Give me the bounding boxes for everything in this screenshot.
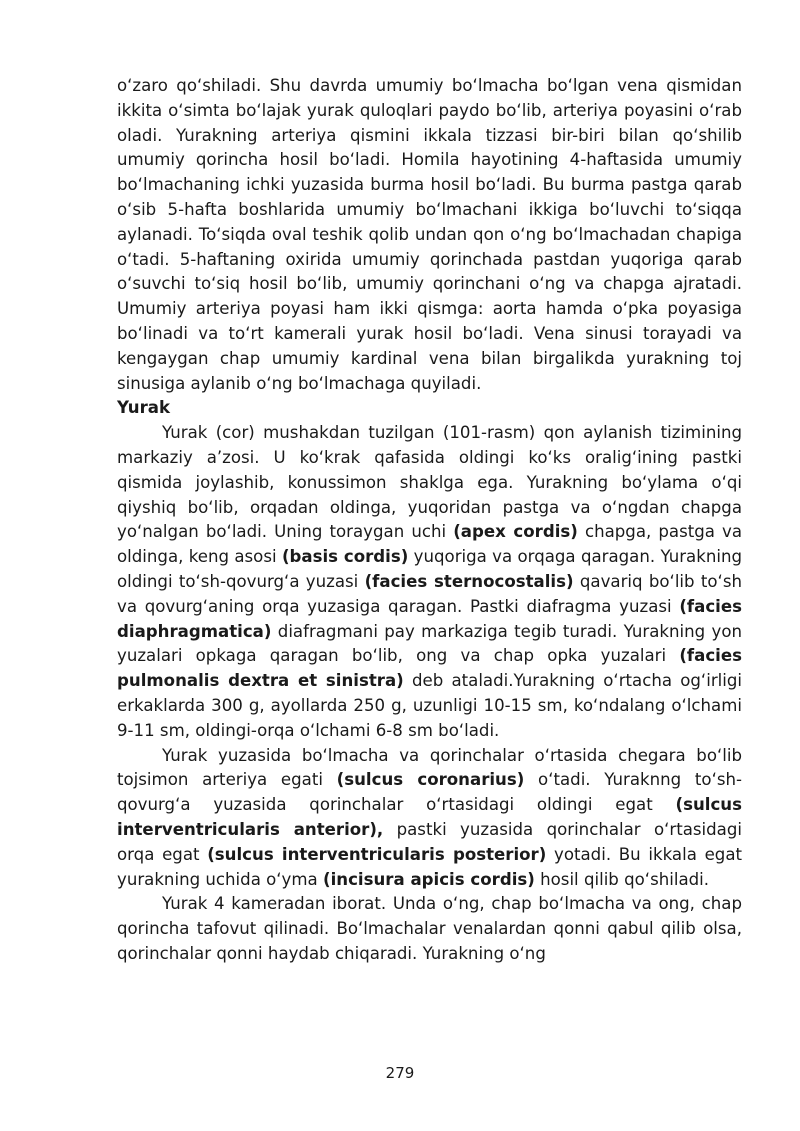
latin-term-basis-cordis: (basis cordis): [281, 547, 409, 567]
text-run: chapga, pastga va oldinga, keng asosi: [117, 522, 743, 567]
latin-term-sulcus-coronarius: (sulcus coronarius): [336, 770, 525, 790]
latin-term-incisura-apicis: (incisura apicis cordis): [323, 869, 535, 889]
latin-term-facies-diaphragmatica: (facies diaphragmatica): [117, 596, 742, 641]
text-run: qavariq bo‘lib to‘sh va qovurg‘aning orqa yuzasiga qaragan. Pastki diafragma yuzasi: [117, 571, 742, 616]
paragraph-yurak-overview: [117, 421, 742, 743]
paragraph-intro: o‘zaro qo‘shiladi. Shu davrda umumiy bo‘lmacha bo‘lgan vena qismidan ikkita o‘simta bo‘lajak yurak quloqlari paydo bo‘lib, arteriya poyasini o‘rab oladi. Yurakning arteriya qismini ikkala tizzasi bir-biri bilan qo‘shilib umumiy qorincha hosil bo‘ladi. Homila hayotining 4-haftasida umumiy bo‘lmachaning ichki yuzasida burma hosil bo‘ladi. Bu burma pastga qarab o‘sib 5-hafta boshlarida umumiy bo‘lmachani ikkiga bo‘luvchi to‘siqqa aylanadi. To‘siqda oval teshik qolib undan qon o‘ng bo‘lmachadan chapiga o‘tadi. 5-haftaning oxirida umumiy qorinchada pastdan yuqoriga qarab o‘suvchi to‘siq hosil bo‘lib, umumiy qorinchani o‘ng va chapga ajratadi. Umumiy arteriya poyasi ham ikki qismga: aorta hamda o‘pka poyasiga bo‘linadi va to‘rt kamerali yurak hosil bo‘ladi. Vena sinusi torayadi va kengaygan chap umumiy kardinal vena bilan birgalikda yurakning toj sinusiga aylanib o‘ng bo‘lmachaga quyiladi.: [117, 76, 742, 393]
text-run: diafragmani pay markaziga tegib turadi. Yurakning yon yuzalari opkaga qaragan bo‘lib, ong va chap opka yuzalari: [117, 621, 742, 666]
text-run: o‘tadi. Yuraknng to‘sh-qovurg‘a yuzasida qorinchalar o‘rtasidagi oldingi egat: [117, 770, 742, 815]
latin-term-sulcus-anterior: (sulcus interventricularis anterior),: [117, 795, 742, 839]
document-page: [117, 74, 742, 967]
text-run: deb ataladi.Yurakning o‘rtacha og‘irligi erkaklarda 300 g, ayollarda 250 g, uzunligi 10-15 sm, ko‘ndalang o‘lchami 9-11 sm, oldingi-orqa o‘lchami 6-8 sm bo‘ladi.: [117, 671, 743, 740]
latin-term-facies-sternocostalis: (facies sternocostalis): [364, 571, 574, 591]
page-number: 279: [385, 1064, 415, 1082]
latin-term-sulcus-posterior: (sulcus interventricularis posterior): [207, 844, 547, 864]
section-heading: Yurak: [117, 398, 171, 418]
text-run: Yurak yuzasida bo‘lmacha va qorinchalar o‘rtasida chegara bo‘lib tojsimon arteriya egati: [117, 745, 742, 790]
paragraph-yurak-chambers: Yurak 4 kameradan iborat. Unda o‘ng, chap bo‘lmacha va ong, chap qorincha tafovut qilinadi. Bo‘lmachalar venalardan qonni qabul qilib olsa, qorinchalar qonni haydab chiqaradi. Yurakning o‘ng: [117, 894, 742, 963]
text-run: hosil qilib qo‘shiladi.: [534, 869, 710, 889]
latin-term-apex-cordis: (apex cordis): [453, 522, 578, 542]
text-run: yuqoriga va orqaga qaragan. Yurakning oldingi to‘sh-qovurg‘a yuzasi: [117, 547, 742, 591]
text-run: Yurak (cor) mushakdan tuzilgan (101-rasm) qon aylanish tizimining markaziy a’zosi. U ko‘krak qafasida oldingi ko‘ks oralig‘ining pastki qismida joylashib, konussimon shaklga ega. Yurakning bo‘ylama o‘qi qiyshiq bo‘lib, orqadan oldinga, yuqoridan pastga va o‘ngdan chapga yo‘nalgan bo‘ladi. Uning toraygan uchi: [117, 423, 742, 542]
text-run: yotadi. Bu ikkala egat yurakning uchida o‘yma: [117, 844, 742, 889]
latin-term-facies-pulmonalis: (facies pulmonalis dextra et sinistra): [117, 646, 742, 691]
text-run: pastki yuzasida qorinchalar o‘rtasidagi orqa egat: [117, 819, 742, 864]
paragraph-yurak-grooves: [117, 744, 742, 893]
